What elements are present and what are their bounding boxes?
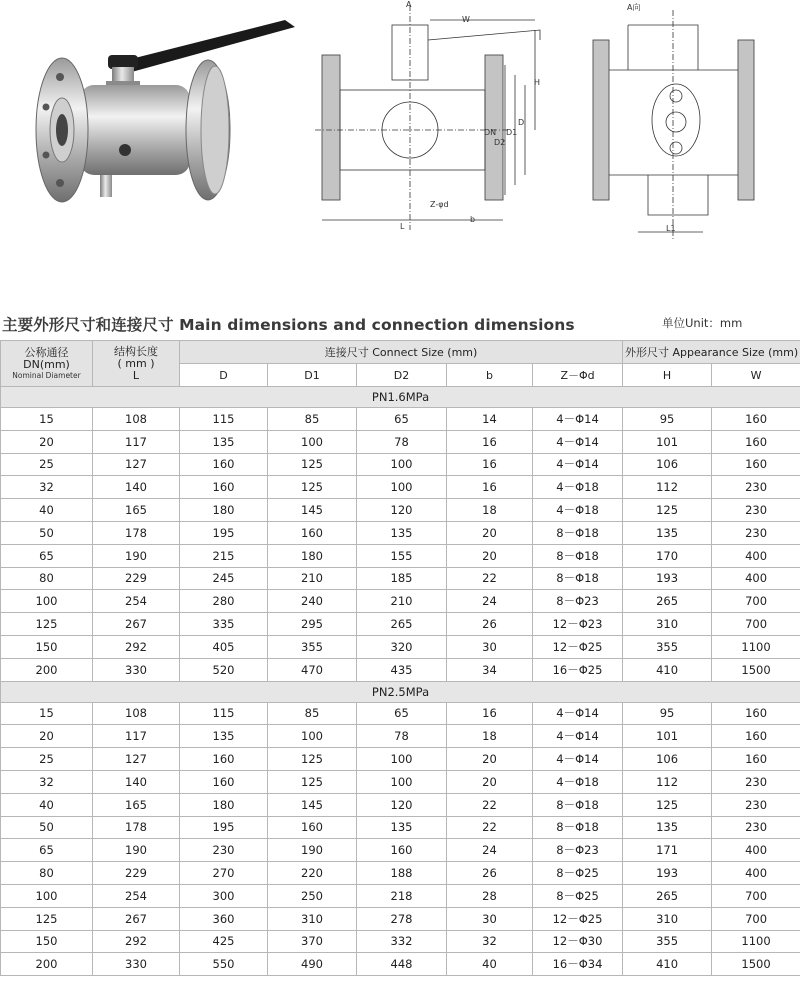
table-row bbox=[1, 725, 800, 748]
table-cell: 230 bbox=[712, 770, 800, 793]
table-cell: 80 bbox=[1, 862, 93, 885]
table-cell: 355 bbox=[623, 635, 712, 658]
table-cell: 370 bbox=[268, 930, 357, 953]
table-cell: 50 bbox=[1, 521, 93, 544]
table-cell: 16 bbox=[447, 453, 533, 476]
table-cell: 195 bbox=[180, 816, 268, 839]
table-cell: 135 bbox=[357, 816, 447, 839]
table-cell: 95 bbox=[623, 408, 712, 431]
table-cell: 160 bbox=[712, 748, 800, 771]
table-cell: 160 bbox=[712, 702, 800, 725]
table-cell: 100 bbox=[268, 725, 357, 748]
table-cell: 20 bbox=[1, 430, 93, 453]
table-cell: 410 bbox=[623, 658, 712, 681]
table-cell: 18 bbox=[447, 725, 533, 748]
table-cell: 4－Φ14 bbox=[533, 453, 623, 476]
table-cell: 180 bbox=[268, 544, 357, 567]
table-cell: 101 bbox=[623, 430, 712, 453]
table-cell: 12－Φ30 bbox=[533, 930, 623, 953]
table-cell: 180 bbox=[180, 499, 268, 522]
table-cell: 160 bbox=[180, 453, 268, 476]
table-cell: 335 bbox=[180, 613, 268, 636]
table-cell: 8－Φ18 bbox=[533, 521, 623, 544]
table-cell: 32 bbox=[1, 770, 93, 793]
table-row bbox=[1, 953, 800, 976]
label-a-view: A向 bbox=[627, 3, 641, 12]
table-cell: 270 bbox=[180, 862, 268, 885]
table-cell: 245 bbox=[180, 567, 268, 590]
table-cell: 267 bbox=[93, 613, 180, 636]
table-cell: 160 bbox=[712, 408, 800, 431]
table-cell: 280 bbox=[180, 590, 268, 613]
table-cell: 117 bbox=[93, 725, 180, 748]
table-cell: 100 bbox=[1, 590, 93, 613]
table-cell: 40 bbox=[447, 953, 533, 976]
table-cell: 150 bbox=[1, 930, 93, 953]
table-cell: 330 bbox=[93, 658, 180, 681]
table-cell: 100 bbox=[357, 476, 447, 499]
table-cell: 26 bbox=[447, 862, 533, 885]
table-cell: 65 bbox=[1, 544, 93, 567]
table-cell: 230 bbox=[180, 839, 268, 862]
table-cell: 100 bbox=[268, 430, 357, 453]
table-cell: 12－Φ23 bbox=[533, 613, 623, 636]
table-cell: 400 bbox=[712, 862, 800, 885]
table-cell: 135 bbox=[180, 725, 268, 748]
table-cell: 1100 bbox=[712, 635, 800, 658]
table-cell: 178 bbox=[93, 521, 180, 544]
table-cell: 125 bbox=[268, 453, 357, 476]
table-row bbox=[1, 930, 800, 953]
table-cell: 210 bbox=[357, 590, 447, 613]
col-h: H bbox=[623, 364, 712, 387]
table-row bbox=[1, 884, 800, 907]
table-cell: 400 bbox=[712, 567, 800, 590]
label-dn: DN bbox=[484, 128, 497, 137]
table-cell: 310 bbox=[268, 907, 357, 930]
table-cell: 700 bbox=[712, 613, 800, 636]
table-cell: 65 bbox=[357, 702, 447, 725]
table-cell: 355 bbox=[623, 930, 712, 953]
table-cell: 125 bbox=[623, 499, 712, 522]
table-cell: 267 bbox=[93, 907, 180, 930]
table-row bbox=[1, 748, 800, 771]
table-cell: 230 bbox=[712, 816, 800, 839]
table-cell: 15 bbox=[1, 408, 93, 431]
table-cell: 8－Φ18 bbox=[533, 793, 623, 816]
table-cell: 125 bbox=[1, 613, 93, 636]
table-cell: 135 bbox=[623, 521, 712, 544]
table-cell: 218 bbox=[357, 884, 447, 907]
a-view-drawing bbox=[578, 0, 768, 250]
header-connect-size: 连接尺寸 Connect Size (mm) bbox=[180, 341, 623, 364]
table-cell: 188 bbox=[357, 862, 447, 885]
table-cell: 24 bbox=[447, 839, 533, 862]
table-cell: 78 bbox=[357, 725, 447, 748]
table-cell: 32 bbox=[447, 930, 533, 953]
table-cell: 160 bbox=[712, 725, 800, 748]
table-cell: 160 bbox=[180, 770, 268, 793]
table-cell: 185 bbox=[357, 567, 447, 590]
table-cell: 4－Φ14 bbox=[533, 430, 623, 453]
table-cell: 448 bbox=[357, 953, 447, 976]
table-cell: 265 bbox=[357, 613, 447, 636]
table-cell: 229 bbox=[93, 862, 180, 885]
table-cell: 25 bbox=[1, 453, 93, 476]
table-cell: 125 bbox=[268, 476, 357, 499]
label-h: H bbox=[534, 78, 541, 87]
col-w: W bbox=[712, 364, 800, 387]
table-body bbox=[1, 387, 800, 976]
table-cell: 24 bbox=[447, 590, 533, 613]
table-cell: 410 bbox=[623, 953, 712, 976]
table-cell: 25 bbox=[1, 748, 93, 771]
col-b: b bbox=[447, 364, 533, 387]
table-cell: 30 bbox=[447, 907, 533, 930]
valve-photo bbox=[30, 15, 305, 245]
table-cell: 125 bbox=[268, 770, 357, 793]
table-cell: 220 bbox=[268, 862, 357, 885]
table-cell: 160 bbox=[712, 453, 800, 476]
table-cell: 22 bbox=[447, 816, 533, 839]
table-cell: 265 bbox=[623, 884, 712, 907]
table-cell: 195 bbox=[180, 521, 268, 544]
table-cell: 170 bbox=[623, 544, 712, 567]
table-row bbox=[1, 430, 800, 453]
table-row bbox=[1, 635, 800, 658]
table-cell: 100 bbox=[357, 748, 447, 771]
table-cell: 230 bbox=[712, 521, 800, 544]
table-cell: 550 bbox=[180, 953, 268, 976]
table-cell: 120 bbox=[357, 793, 447, 816]
table-cell: 4－Φ14 bbox=[533, 725, 623, 748]
label-z: Z-φd bbox=[430, 200, 449, 209]
table-row bbox=[1, 658, 800, 681]
table-cell: 4－Φ14 bbox=[533, 702, 623, 725]
table-cell: 265 bbox=[623, 590, 712, 613]
label-d1: D1 bbox=[506, 128, 518, 137]
table-cell: 20 bbox=[447, 544, 533, 567]
table-cell: 200 bbox=[1, 953, 93, 976]
header-nominal-diameter: 公称通径 DN(mm) Nominal Diameter bbox=[1, 341, 93, 387]
table-cell: 8－Φ23 bbox=[533, 839, 623, 862]
table-cell: 30 bbox=[447, 635, 533, 658]
table-row bbox=[1, 453, 800, 476]
table-cell: 320 bbox=[357, 635, 447, 658]
table-cell: 16 bbox=[447, 476, 533, 499]
label-l1: L1 bbox=[666, 224, 676, 233]
table-cell: 20 bbox=[447, 521, 533, 544]
table-cell: 20 bbox=[447, 770, 533, 793]
table-cell: 108 bbox=[93, 408, 180, 431]
table-cell: 178 bbox=[93, 816, 180, 839]
col-d1: D1 bbox=[268, 364, 357, 387]
illustration-area bbox=[0, 0, 800, 300]
table-cell: 135 bbox=[357, 521, 447, 544]
table-cell: 405 bbox=[180, 635, 268, 658]
table-cell: 120 bbox=[357, 499, 447, 522]
table-cell: 292 bbox=[93, 635, 180, 658]
table-cell: 193 bbox=[623, 862, 712, 885]
table-cell: 8－Φ25 bbox=[533, 862, 623, 885]
table-cell: 127 bbox=[93, 748, 180, 771]
table-row bbox=[1, 590, 800, 613]
label-l: L bbox=[400, 222, 405, 231]
table-cell: 20 bbox=[1, 725, 93, 748]
table-cell: 22 bbox=[447, 793, 533, 816]
table-cell: 65 bbox=[1, 839, 93, 862]
table-cell: 360 bbox=[180, 907, 268, 930]
table-cell: 240 bbox=[268, 590, 357, 613]
table-cell: 190 bbox=[93, 839, 180, 862]
table-cell: 700 bbox=[712, 907, 800, 930]
table-cell: 135 bbox=[180, 430, 268, 453]
table-cell: 8－Φ18 bbox=[533, 816, 623, 839]
table-cell: 127 bbox=[93, 453, 180, 476]
table-cell: 250 bbox=[268, 884, 357, 907]
table-cell: 85 bbox=[268, 408, 357, 431]
table-row bbox=[1, 702, 800, 725]
table-cell: 400 bbox=[712, 544, 800, 567]
table-cell: 100 bbox=[1, 884, 93, 907]
pressure-group-label: PN1.6MPa bbox=[1, 387, 800, 408]
table-cell: 229 bbox=[93, 567, 180, 590]
table-row bbox=[1, 862, 800, 885]
table-row bbox=[1, 793, 800, 816]
table-cell: 520 bbox=[180, 658, 268, 681]
table-cell: 18 bbox=[447, 499, 533, 522]
table-cell: 8－Φ18 bbox=[533, 567, 623, 590]
table-cell: 165 bbox=[93, 793, 180, 816]
table-cell: 106 bbox=[623, 748, 712, 771]
table-cell: 1100 bbox=[712, 930, 800, 953]
table-cell: 150 bbox=[1, 635, 93, 658]
unit-label: 单位Unit：mm bbox=[662, 316, 743, 330]
table-cell: 115 bbox=[180, 408, 268, 431]
table-cell: 180 bbox=[180, 793, 268, 816]
table-cell: 292 bbox=[93, 930, 180, 953]
pressure-group-label: PN2.5MPa bbox=[1, 681, 800, 702]
table-row bbox=[1, 907, 800, 930]
col-z-d: Z－Φd bbox=[533, 364, 623, 387]
table-cell: 230 bbox=[712, 499, 800, 522]
table-cell: 112 bbox=[623, 476, 712, 499]
table-cell: 470 bbox=[268, 658, 357, 681]
table-cell: 140 bbox=[93, 476, 180, 499]
table-cell: 40 bbox=[1, 793, 93, 816]
table-cell: 355 bbox=[268, 635, 357, 658]
table-cell: 85 bbox=[268, 702, 357, 725]
table-cell: 100 bbox=[357, 770, 447, 793]
table-row bbox=[1, 476, 800, 499]
table-cell: 160 bbox=[268, 816, 357, 839]
pressure-group-row bbox=[1, 387, 800, 408]
table-cell: 135 bbox=[623, 816, 712, 839]
table-cell: 78 bbox=[357, 430, 447, 453]
table-cell: 65 bbox=[357, 408, 447, 431]
table-cell: 310 bbox=[623, 613, 712, 636]
table-cell: 95 bbox=[623, 702, 712, 725]
table-cell: 112 bbox=[623, 770, 712, 793]
col-d2: D2 bbox=[357, 364, 447, 387]
table-cell: 1500 bbox=[712, 953, 800, 976]
table-cell: 8－Φ18 bbox=[533, 544, 623, 567]
header-structure-length: 结构长度 ( mm ) L bbox=[93, 341, 180, 387]
table-cell: 700 bbox=[712, 590, 800, 613]
table-cell: 108 bbox=[93, 702, 180, 725]
table-cell: 16－Φ34 bbox=[533, 953, 623, 976]
table-cell: 4－Φ18 bbox=[533, 770, 623, 793]
table-cell: 16－Φ25 bbox=[533, 658, 623, 681]
table-cell: 125 bbox=[1, 907, 93, 930]
table-row bbox=[1, 499, 800, 522]
table-cell: 435 bbox=[357, 658, 447, 681]
table-cell: 16 bbox=[447, 702, 533, 725]
table-cell: 140 bbox=[93, 770, 180, 793]
label-d: D bbox=[518, 118, 525, 127]
table-cell: 1500 bbox=[712, 658, 800, 681]
table-cell: 425 bbox=[180, 930, 268, 953]
table-cell: 28 bbox=[447, 884, 533, 907]
table-cell: 4－Φ18 bbox=[533, 476, 623, 499]
table-cell: 278 bbox=[357, 907, 447, 930]
table-cell: 190 bbox=[93, 544, 180, 567]
table-cell: 101 bbox=[623, 725, 712, 748]
table-cell: 332 bbox=[357, 930, 447, 953]
table-cell: 200 bbox=[1, 658, 93, 681]
table-cell: 210 bbox=[268, 567, 357, 590]
table-cell: 490 bbox=[268, 953, 357, 976]
label-a: A bbox=[406, 0, 412, 9]
table-cell: 165 bbox=[93, 499, 180, 522]
label-w: W bbox=[462, 15, 470, 24]
col-d: D bbox=[180, 364, 268, 387]
table-cell: 20 bbox=[447, 748, 533, 771]
table-cell: 295 bbox=[268, 613, 357, 636]
table-row bbox=[1, 770, 800, 793]
table-cell: 254 bbox=[93, 590, 180, 613]
pressure-group-row bbox=[1, 681, 800, 702]
table-cell: 160 bbox=[712, 430, 800, 453]
table-cell: 254 bbox=[93, 884, 180, 907]
table-cell: 14 bbox=[447, 408, 533, 431]
table-cell: 145 bbox=[268, 499, 357, 522]
table-row bbox=[1, 408, 800, 431]
table-cell: 160 bbox=[268, 521, 357, 544]
table-cell: 145 bbox=[268, 793, 357, 816]
table-cell: 160 bbox=[357, 839, 447, 862]
table-cell: 215 bbox=[180, 544, 268, 567]
table-cell: 4－Φ18 bbox=[533, 499, 623, 522]
table-row bbox=[1, 567, 800, 590]
table-cell: 106 bbox=[623, 453, 712, 476]
label-d2: D2 bbox=[494, 138, 506, 147]
table-cell: 160 bbox=[180, 748, 268, 771]
table-cell: 80 bbox=[1, 567, 93, 590]
table-cell: 125 bbox=[623, 793, 712, 816]
table-cell: 32 bbox=[1, 476, 93, 499]
table-cell: 330 bbox=[93, 953, 180, 976]
table-row bbox=[1, 839, 800, 862]
table-cell: 700 bbox=[712, 884, 800, 907]
table-cell: 16 bbox=[447, 430, 533, 453]
table-cell: 193 bbox=[623, 567, 712, 590]
page-title: 主要外形尺寸和连接尺寸 Main dimensions and connection dimensions bbox=[2, 316, 575, 334]
table-row bbox=[1, 544, 800, 567]
table-cell: 4－Φ14 bbox=[533, 408, 623, 431]
dimensions-table bbox=[0, 340, 800, 976]
table-cell: 40 bbox=[1, 499, 93, 522]
table-cell: 117 bbox=[93, 430, 180, 453]
table-cell: 160 bbox=[180, 476, 268, 499]
table-cell: 26 bbox=[447, 613, 533, 636]
table-cell: 125 bbox=[268, 748, 357, 771]
table-cell: 12－Φ25 bbox=[533, 907, 623, 930]
table-cell: 22 bbox=[447, 567, 533, 590]
header-appearance-size: 外形尺寸 Appearance Size (mm) bbox=[623, 341, 800, 364]
table-cell: 12－Φ25 bbox=[533, 635, 623, 658]
table-cell: 50 bbox=[1, 816, 93, 839]
label-b: b bbox=[470, 215, 476, 224]
table-cell: 8－Φ25 bbox=[533, 884, 623, 907]
table-cell: 230 bbox=[712, 793, 800, 816]
table-cell: 190 bbox=[268, 839, 357, 862]
table-row bbox=[1, 613, 800, 636]
table-cell: 4－Φ14 bbox=[533, 748, 623, 771]
table-cell: 15 bbox=[1, 702, 93, 725]
table-row bbox=[1, 816, 800, 839]
table-cell: 155 bbox=[357, 544, 447, 567]
table-cell: 300 bbox=[180, 884, 268, 907]
table-cell: 34 bbox=[447, 658, 533, 681]
table-cell: 400 bbox=[712, 839, 800, 862]
table-cell: 115 bbox=[180, 702, 268, 725]
table-row bbox=[1, 521, 800, 544]
table-cell: 100 bbox=[357, 453, 447, 476]
table-cell: 171 bbox=[623, 839, 712, 862]
table-cell: 8－Φ23 bbox=[533, 590, 623, 613]
table-cell: 310 bbox=[623, 907, 712, 930]
table-cell: 230 bbox=[712, 476, 800, 499]
